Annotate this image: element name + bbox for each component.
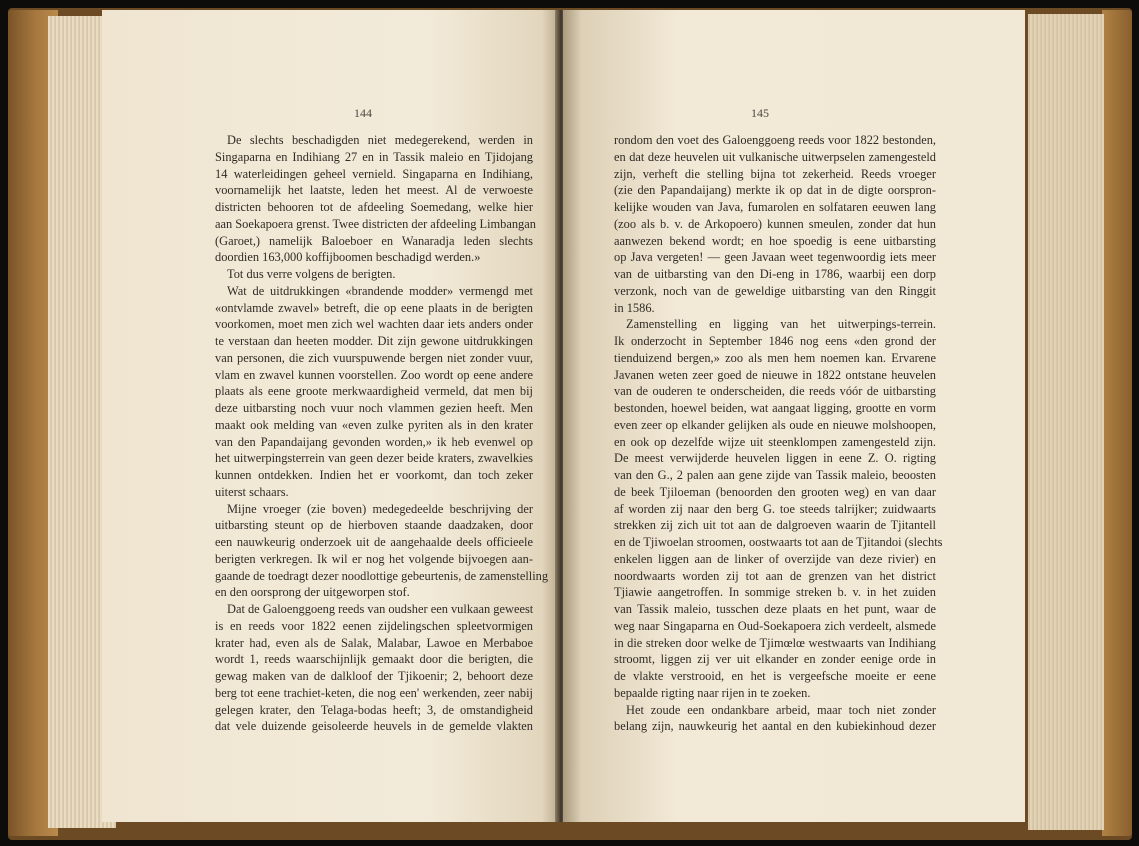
text-line: voorkomen, moet men zich wel wachten daar iets anders onder [215, 317, 533, 332]
text-line: berg tot eene trachiet-keten, die nog een' werkenden, zeer nabij [215, 685, 533, 700]
text-line: Het zoude een ondankbare arbeid, maar toch niet zonder [626, 702, 936, 717]
text-line: (Garoet,) namelijk Baloeboer en Wanaradja leden slechts [215, 233, 533, 248]
text-line: berigten verkregen. Ik wil er nog het volgende bijvoegen aan- [215, 551, 533, 566]
text-line: maakt ook melding van «even zulke pyriten als in den krater [215, 417, 533, 432]
text-line: de vlakte verstrooid, en het is vergeefsche moeite er eene [614, 669, 936, 683]
book-cover-right [1102, 10, 1132, 836]
text-line: (zie den Papandaijang) merkte ik op dat in de digte oorspron- [614, 183, 936, 198]
text-line: kunnen ontdekken. Indien het er voorkomt, dan toch zeker [215, 468, 533, 482]
text-line: een nauwkeurig onderzoek uit de aangehaalde deels officieele [215, 535, 533, 549]
text-line: van personen, die zich vuurspuwende bergen niet zonder vuur, [215, 350, 533, 365]
text-line: Tjiawie aangetroffen. In sommige streken b. v. in het zuiden [614, 585, 936, 600]
text-line: stroomt, liggen zij ver uit elkander en zonder eenige orde in [614, 652, 936, 667]
text-line: in 1586. [614, 300, 655, 315]
text-line: krater had, even als de Salak, Malabar, Lawoe en Merbaboe [215, 635, 533, 650]
text-line: De slechts beschadigden niet medegerekend, werden in [227, 133, 533, 147]
text-line: enkelen liggen aan de linker of overzijde van deze rivier) en [614, 551, 936, 566]
text-line: is en reeds voor 1822 eenen zijdelingschen spleetvormigen [215, 618, 533, 633]
text-line: tienduizend bergen,» zoo als men hem noemen kan. Ervarene [614, 350, 936, 365]
text-line: in die streken door welke de Tjimœlœ westwaarts van Indihiang [614, 635, 936, 650]
left-page [102, 10, 560, 822]
text-line: van Tassik maleio, tusschen deze plaats en het punt, waar de [614, 602, 936, 616]
text-line: verzonk, noch van de geweldige uitbarsting van den Ringgit [614, 283, 936, 298]
page-number: 144 [354, 106, 372, 120]
text-line: Tot dus verre volgens de berigten. [227, 267, 396, 281]
text-line: kelijke wouden van Java, fumarolen en solfataren eeuwen lang [614, 200, 936, 214]
text-line: Singaparna en Indihiang 27 en in Tassik maleio en Tjidojang [215, 149, 533, 164]
text-line: vlam en zwavel kunnen voorstellen. Zoo wordt op eene andere [215, 367, 533, 382]
page-body-text [614, 132, 943, 735]
text-line: Dat de Galoenggoeng reeds van oudsher een vulkaan geweest [227, 602, 534, 616]
text-line: even zeer op elkander gelijken als oude en nieuwe molshoopen, [614, 417, 936, 432]
page-body-text [215, 132, 549, 735]
text-line: van de uitbarsting van den Di-eng in 1786, waarbij een dorp [614, 267, 936, 281]
text-line: doordien 163,000 koffijboomen beschadigd werden.» [215, 250, 481, 265]
page-edges-right [1028, 14, 1104, 830]
text-line: plaats als eene groote merkwaardigheid vermeld, dat men bij [215, 384, 533, 399]
text-line: deze uitbarsting noch vuur noch vlammen gezien heeft. Men [215, 401, 533, 415]
text-line: en de Tjiwoelan stroomen, oostwaarts tot aan de Tjitandoi (slechts [614, 535, 943, 549]
text-line: dat vele duizende geisoleerde heuvels in de gemelde vlakten [215, 719, 533, 734]
text-line: en den oorsprong der uitgeworpen stof. [215, 585, 410, 600]
text-line: bestonden, hoewel beiden, wat aangaat ligging, grootte en vorm [614, 401, 936, 415]
text-line: noordwaarts worden zij tot aan de grenzen van het district [614, 568, 936, 583]
text-line: uitbarsting steunt op de hierboven staande daadzaken, door [215, 518, 533, 533]
text-line: af worden zij naar den berg G. toe steeds talrijker; zuidwaarts [614, 501, 936, 516]
text-line: Javanen weten zeer goed de nieuwe in 1822 ontstane heuvelen [614, 367, 936, 382]
text-line: Mijne vroeger (zie boven) medegedeelde beschrijving der [227, 501, 533, 516]
text-line: Wat de uitdrukkingen «brandende modder» vermengd met [227, 283, 533, 298]
text-line: districten behooren tot de afdeeling Soemedang, welke hier [215, 200, 533, 214]
text-line: Ik onderzocht in September 1846 nog eens «den grond der [614, 334, 936, 348]
text-line: belang zijn, nauwkeurig het aantal en den kubiekinhoud dezer [614, 719, 936, 734]
text-line: bepaalde rigting naar rijen in te zoeken. [614, 685, 811, 700]
text-line: en ook op dezelfde wijze uit steenklompen zamengesteld zijn. [614, 434, 936, 449]
text-line: gewag maken van de dalkloof der Tjikoenir; 2, behoort deze [215, 669, 533, 683]
text-line: weg naar Singaparna en Oud-Soekapoera zich verdeelt, alsmede [614, 618, 936, 633]
text-line: zijn, verheft die stelling bijna tot zekerheid. Reeds vroeger [614, 166, 936, 181]
text-line: rondom den voet des Galoenggoeng reeds voor 1822 bestonden, [614, 133, 936, 147]
text-line: Zamenstelling en ligging van het uitwerpings-terrein. [626, 317, 936, 332]
text-line: de beek Tjiloeman (benoorden den grooten weg) en van daar [614, 484, 936, 499]
text-line: gaande de toedragt dezer noodlottige gebeurtenis, de zamenstelling [215, 568, 549, 583]
text-line: De meest verwijderde heuvelen liggen in eene Z. O. rigting [614, 451, 936, 466]
text-line: «ontvlamde zwavel» betreft, die op eene plaats in de berigten [215, 300, 533, 315]
text-line: te verstaan dan heeten modder. Dit zijn gewone uitdrukkingen [215, 334, 533, 348]
text-line: gelegen krater, den Telaga-bodas heeft; 3, de omstandigheid [215, 702, 533, 717]
text-line: aanwezen bekend wordt; en hoe spoedig is eene uitbarsting [614, 233, 936, 248]
right-page [563, 10, 1025, 822]
text-line: op Java vergeten! — geen Javaan weet tegenwoordig iets meer [614, 250, 936, 265]
text-line: voornamelijk het laatste, leden het meest. Al de verwoeste [215, 183, 533, 198]
text-line: van den Papandaijang gevonden worden,» ik heb evenwel op [215, 434, 533, 449]
text-line: wordt 1, reeds waarschijnlijk gemaakt door die berigten, die [215, 652, 533, 667]
text-line: strekken zij zich uit tot aan de dalgroeven waarin de Tjitantell [614, 518, 936, 533]
page-number: 145 [751, 106, 769, 120]
text-line: en dat deze heuvelen uit vulkanische uitwerpselen zamengesteld [614, 149, 936, 164]
text-line: het uitwerpingsterrein van geen dezer beide kraters, zwavelkies [215, 451, 533, 466]
text-line: 14 waterleidingen geheel vernield. Singaparna en Indihiang, [215, 166, 533, 181]
text-line: uiterst schaars. [215, 484, 289, 499]
text-line: (zoo als b. v. de Arkopoero) kunnen smeulen, zonder dat hun [614, 216, 936, 231]
text-line: van den G., 2 palen aan gene zijde van Tassik maleio, beoosten [614, 468, 936, 482]
text-line: van de ouderen te onderscheiden, die reeds vóór de uitbarsting [614, 384, 936, 399]
text-line: aan Soekapoera grenst. Twee districten der afdeeling Limbangan [215, 216, 536, 231]
